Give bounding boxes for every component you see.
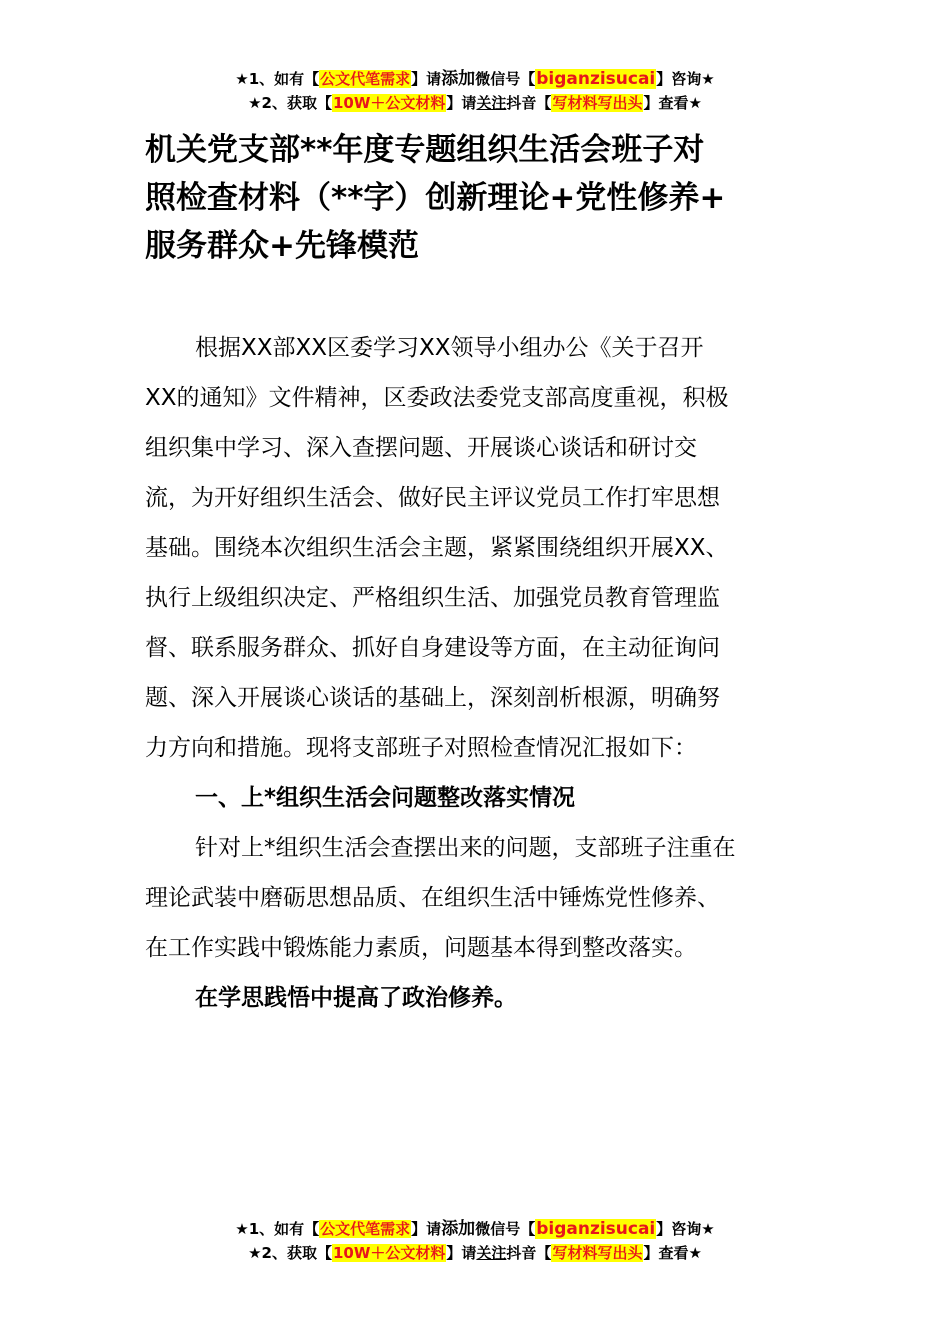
banner-text: 微信号【: [475, 1220, 536, 1238]
banner-text: ★1、如有【: [235, 70, 320, 88]
banner-highlight: 10W＋公文材料: [332, 1244, 446, 1262]
banner-text: ★2、获取【: [248, 1244, 332, 1262]
banner-text: 】请: [446, 1244, 477, 1262]
banner-wechat-id: biganzisucai: [536, 69, 656, 89]
banner-line-1: [0, 67, 950, 91]
banner-text: 】咨询★: [656, 70, 715, 88]
banner-wechat-id: biganzisucai: [536, 1219, 656, 1239]
banner-text-large: 添加: [441, 69, 476, 89]
banner-text: 】请: [411, 1220, 442, 1238]
section-heading: 一、上*组织生活会问题整改落实情况: [195, 785, 576, 811]
banner-text: 】咨询★: [656, 1220, 715, 1238]
paragraph-line: 组织集中学习、深入查摆问题、开展谈心谈话和研讨交: [145, 435, 697, 461]
banner-line-1: [0, 1217, 950, 1241]
title-line: 机关党支部**年度专题组织生活会班子对: [145, 132, 705, 168]
banner-text: 】查看★: [643, 94, 702, 112]
title-line: 服务群众+先锋模范: [145, 228, 419, 264]
paragraph-line: 理论武装中磨砺思想品质、在组织生活中锤炼党性修养、: [145, 885, 720, 911]
paragraph-line: 力方向和措施。现将支部班子对照检查情况汇报如下：: [145, 735, 697, 761]
paragraph-line: 针对上*组织生活会查摆出来的问题，支部班子注重在: [195, 835, 736, 861]
banner-text: ★1、如有【: [235, 1220, 320, 1238]
banner-text: 微信号【: [475, 70, 536, 88]
banner-highlight: 公文代笔需求: [320, 70, 411, 88]
paragraph-line: 流，为开好组织生活会、做好民主评议党员工作打牢思想: [145, 485, 720, 511]
paragraph-line: 题、深入开展谈心谈话的基础上，深刻剖析根源，明确努: [145, 685, 720, 711]
banner-text: 抖音【: [506, 1244, 552, 1262]
subsection-heading: 在学思践悟中提高了政治修养。: [195, 985, 517, 1011]
header-banner: [0, 67, 950, 115]
banner-text-underlined: 关注: [476, 94, 507, 112]
banner-text: 抖音【: [506, 94, 552, 112]
banner-text-large: 添加: [441, 1219, 476, 1239]
banner-text: 】请: [411, 70, 442, 88]
footer-banner: [0, 1217, 950, 1265]
banner-text-underlined: 关注: [476, 1244, 507, 1262]
banner-highlight: 10W＋公文材料: [332, 94, 446, 112]
paragraph-line: 基础。围绕本次组织生活会主题，紧紧围绕组织开展XX、: [145, 535, 729, 561]
banner-text: 】查看★: [643, 1244, 702, 1262]
paragraph-line: 执行上级组织决定、严格组织生活、加强党员教育管理监: [145, 585, 720, 611]
paragraph-line: 根据XX部XX区委学习XX领导小组办公《关于召开: [195, 335, 704, 361]
banner-line-2: [0, 1241, 950, 1265]
banner-text: 】请: [446, 94, 477, 112]
document-body: [145, 323, 805, 1023]
paragraph-line: 督、联系服务群众、抓好自身建设等方面，在主动征询问: [145, 635, 720, 661]
banner-highlight: 公文代笔需求: [320, 1220, 411, 1238]
paragraph-line: 在工作实践中锻炼能力素质，问题基本得到整改落实。: [145, 935, 697, 961]
title-line: 照检查材料（**字）创新理论+党性修养+: [145, 180, 726, 216]
banner-line-2: [0, 91, 950, 115]
paragraph-line: XX的通知》文件精神，区委政法委党支部高度重视，积极: [145, 385, 729, 411]
banner-text: ★2、获取【: [248, 94, 332, 112]
banner-highlight: 写材料写出头: [552, 94, 643, 112]
document-title: [145, 126, 805, 270]
banner-highlight: 写材料写出头: [552, 1244, 643, 1262]
